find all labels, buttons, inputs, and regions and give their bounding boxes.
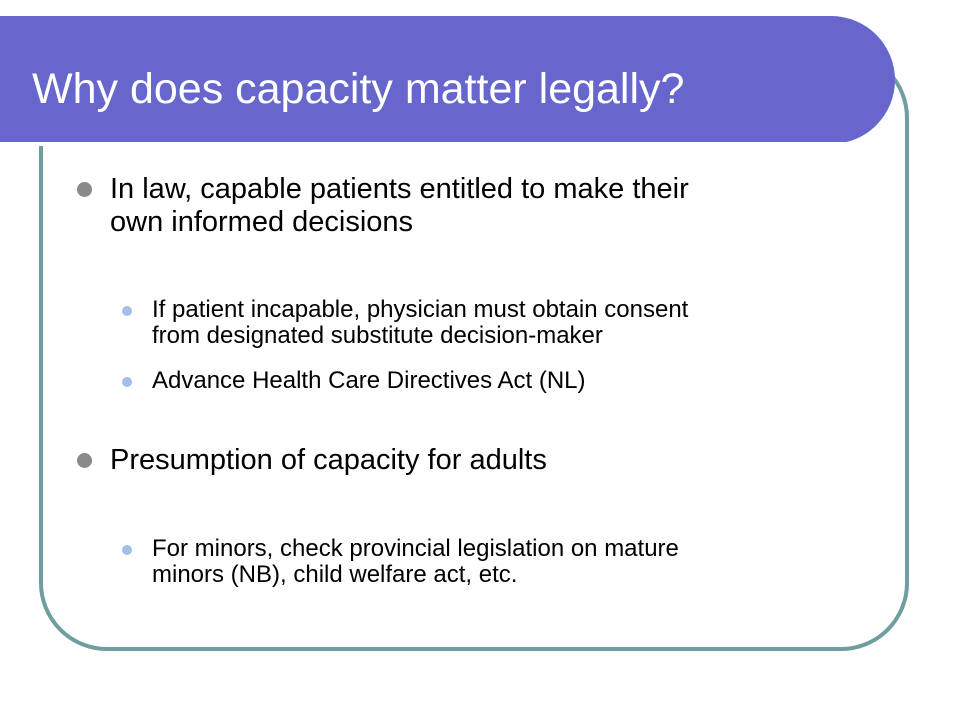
sub-bullet-dot-icon xyxy=(122,306,132,316)
bullet-dot-icon xyxy=(77,182,92,197)
sub-bullet-dot-icon xyxy=(122,377,132,387)
bullet-line: minors (NB), child welfare act, etc. xyxy=(152,561,518,588)
sub-bullet-dot-icon xyxy=(122,545,132,555)
bullet-line: from designated substitute decision-maker xyxy=(152,322,603,349)
bullet-line: In law, capable patients entitled to make their xyxy=(110,173,689,205)
sub-bullet-text xyxy=(152,297,688,349)
bullet-line: own informed decisions xyxy=(110,206,414,238)
bullet-text xyxy=(110,444,547,477)
slide-title: Why does capacity matter legally? xyxy=(32,65,685,113)
bullet-line: For minors, check provincial legislation on mature xyxy=(152,535,679,562)
bullet-text xyxy=(110,173,689,239)
bullet-line: Advance Health Care Directives Act (NL) xyxy=(152,367,586,394)
bullet-dot-icon xyxy=(77,453,92,468)
sub-bullet-text xyxy=(152,536,679,588)
bullet-line: Presumption of capacity for adults xyxy=(110,444,547,476)
bullet-line: If patient incapable, physician must obtain consent xyxy=(152,296,689,323)
sub-bullet-text xyxy=(152,368,586,394)
